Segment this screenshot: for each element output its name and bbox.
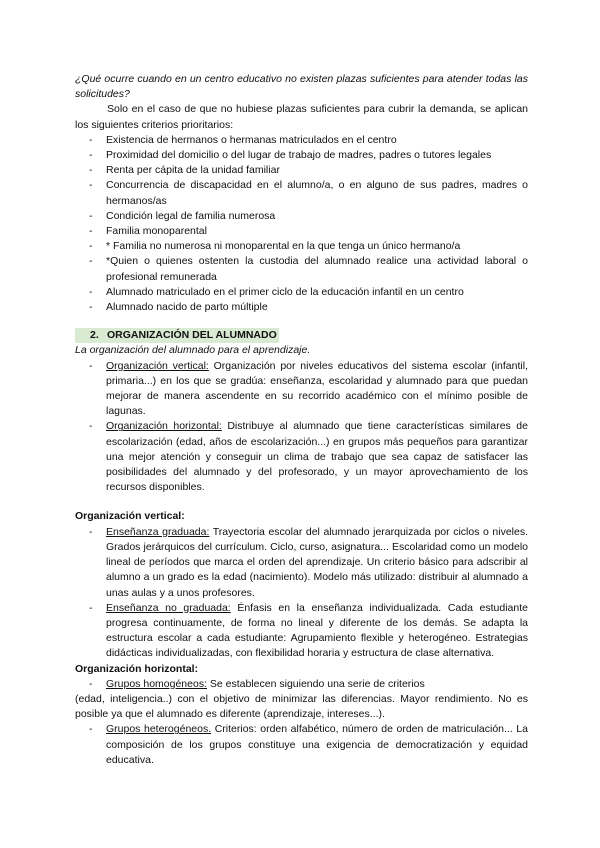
definition: Distribuye al alumnado que tiene características similares de escolarización (edad, años de escolarización...) en grupos más pequeños para garantizar una mejor atención y conseguir un clima de trabajo que sea capaz de satisfacer las posibilidades del alumnado y del profesorado, y un mayor aprovechamiento de los recursos disponibles. <box>106 420 528 494</box>
list-item: - Existencia de hermanos o hermanas matriculados en el centro <box>75 133 528 148</box>
list-item: - Familia monoparental <box>75 224 528 239</box>
horizontal-list <box>75 677 528 692</box>
definition: Se establecen siguiendo una serie de criterios <box>206 677 425 690</box>
list-item <box>75 677 528 692</box>
document-page <box>75 72 528 768</box>
term: Grupos homogéneos: <box>106 677 207 690</box>
term: Organización vertical: <box>106 359 209 372</box>
list-item <box>75 601 528 662</box>
list-item: - *Quien o quienes ostenten la custodia del alumnado realice una actividad laboral o profesional remunerada <box>75 254 528 284</box>
criteria-list <box>75 133 528 315</box>
list-item: - Alumnado matriculado en el primer ciclo de la educación infantil en un centro <box>75 285 528 300</box>
horizontal-heading: Organización horizontal: <box>75 662 199 675</box>
definition: Criterios: orden alfabético, número de orden de matriculación... La composición de los grupos constituye una exigencia de democratización y equidad educativa. <box>106 723 528 766</box>
question-heading: ¿Qué ocurre cuando en un centro educativo no existen plazas suficientes para atender todas las solicitudes? <box>75 73 528 101</box>
list-item: - Condición legal de familia numerosa <box>75 209 528 224</box>
vertical-list <box>75 525 528 662</box>
org-types-list <box>75 359 528 496</box>
section-title: ORGANIZACIÓN DEL ALUMNADO <box>107 329 277 342</box>
list-item <box>75 525 528 601</box>
vertical-heading: Organización vertical: <box>75 510 185 523</box>
term: Enseñanza no graduada: <box>106 601 231 614</box>
term: Grupos heterogéneos. <box>106 723 212 736</box>
section-subtitle: La organización del alumnado para el aprendizaje. <box>75 344 311 357</box>
section-number: 2. <box>90 329 99 342</box>
term: Enseñanza graduada: <box>106 525 210 538</box>
list-item: - Concurrencia de discapacidad en el alumno/a, o en alguno de sus padres, madres o hermanos/as <box>75 178 528 208</box>
term: Organización horizontal: <box>106 420 222 433</box>
list-item: - Renta per cápita de la unidad familiar <box>75 163 528 178</box>
horizontal-list-2 <box>75 722 528 768</box>
list-item: - * Familia no numerosa ni monoparental en la que tenga un único hermano/a <box>75 239 528 254</box>
definition: Trayectoria escolar del alumnado jerarquizada por ciclos o niveles. Grados jerárquicos del currículum. Ciclo, curso, asignatura... Escolaridad como un modelo lineal de períodos que marca el orden del aprendizaje. Un criterio básico para adscribir al alumno a un grado es la edad (nacimiento). Modelo más utilizado: distribuir al alumnado a unas aulas y a unos profesores. <box>106 525 529 599</box>
list-item <box>75 722 528 768</box>
homog-continuation: (edad, inteligencia..) con el objetivo de minimizar las diferencias. Mayor rendimiento. No es posible ya que el alumnado es diferente (aprendizaje, intereses...). <box>75 692 528 721</box>
list-item: - Alumnado nacido de parto múltiple <box>75 300 528 315</box>
list-item <box>75 359 528 420</box>
list-item <box>75 419 528 495</box>
section-heading <box>75 328 528 343</box>
definition: Énfasis en la enseñanza individualizada. Cada estudiante progresa continuamente, de forma no lineal y diferente de los demás. Se adapta la estructura escolar a cada estudiante: Agrupamiento flexible y heterogéneo. Estrategias didácticas individualizadas, con flexibilidad horaria y estructura de clase alternativa. <box>106 601 528 660</box>
intro-paragraph: Solo en el caso de que no hubiese plazas suficientes para cubrir la demanda, se aplican los siguientes criterios prioritarios: <box>75 103 528 131</box>
list-item: - Proximidad del domicilio o del lugar de trabajo de madres, padres o tutores legales <box>75 148 528 163</box>
definition: Organización por niveles educativos del sistema escolar (infantil, primaria...) en los que se gradúa: enseñanza, escolaridad y alumnado para que puedan mejorar de manera ascendente en su recorrido académico con el mínimo posible de lagunas. <box>106 359 528 418</box>
